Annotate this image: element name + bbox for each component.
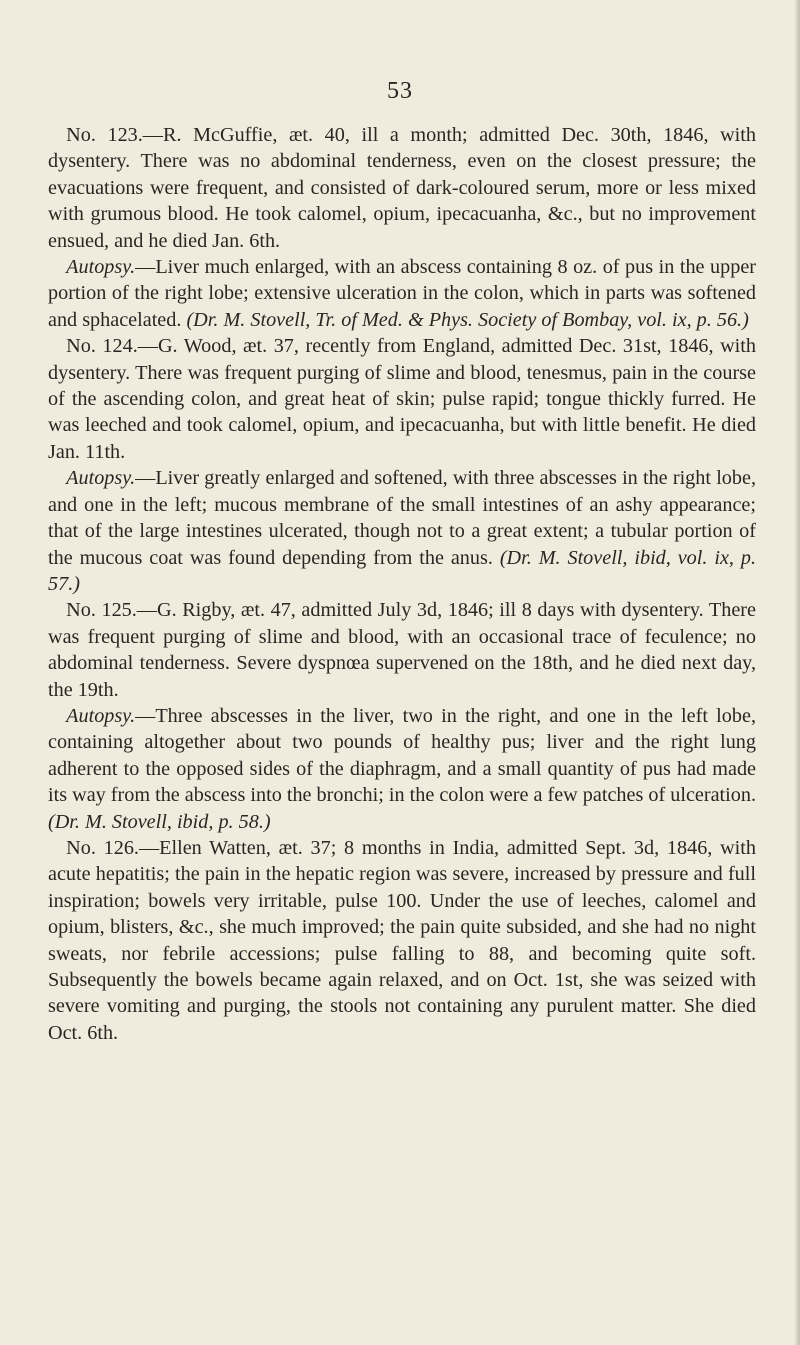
case-125-autopsy	[48, 703, 756, 835]
case-124-autopsy	[48, 465, 756, 597]
autopsy-label: Autopsy.	[66, 256, 136, 279]
case-125	[48, 597, 756, 703]
case-124	[48, 333, 756, 465]
autopsy-text: —Liver much enlarged, with an abscess containing 8 oz. of pus in the upper portion of the right lobe; extensive ulceration in the colon, which in parts was softened and sphacelated.	[48, 256, 756, 331]
case-123-autopsy	[48, 254, 756, 333]
citation: (Dr. M. Stovell, Tr. of Med. & Phys. Society of Bombay, vol. ix, p. 56.)	[186, 308, 749, 331]
page-edge-shadow	[794, 0, 800, 1345]
autopsy-text: —Three abscesses in the liver, two in the right, and one in the left lobe, containing altogether about two pounds of healthy pus; liver and the right lung adherent to the opposed sides of the diaphragm, and a small quantity of pus had made its way from the abscess into the bronchi; in the colon were a few patches of ulceration.	[48, 704, 757, 807]
page-body	[48, 122, 756, 1046]
autopsy-label: Autopsy.	[66, 467, 136, 490]
case-125-text: No. 125.—G. Rigby, æt. 47, admitted July 3d, 1846; ill 8 days with dysentery. There was frequent purging of slime and blood, with an occasional trace of feculence; no abdominal tenderness. Severe dyspnœa supervened on the 18th, and he died next day, the 19th.	[48, 599, 756, 701]
autopsy-label: Autopsy.	[66, 704, 136, 727]
page-number: 53	[387, 78, 413, 104]
case-126-text: No. 126.—Ellen Watten, æt. 37; 8 months in India, admitted Sept. 3d, 1846, with acute hepatitis; the pain in the hepatic region was severe, increased by pressure and full inspiration; bowels very irritable, pulse 100. Under the use of leeches, calomel and opium, blisters, &c., she much improved; the pain quite subsided, and she had no night sweats, nor febrile accessions; pulse falling to 88, and becoming quite soft. Subsequently the bowels became again relaxed, and on Oct. 1st, she was seized with severe vomiting and purging, the stools not containing any purulent matter. She died Oct. 6th.	[48, 836, 756, 1044]
case-126	[48, 835, 756, 1046]
citation: (Dr. M. Stovell, ibid, p. 58.)	[48, 810, 271, 833]
case-123-text: No. 123.—R. McGuffie, æt. 40, ill a month; admitted Dec. 30th, 1846, with dysentery. There was no abdominal tenderness, even on the closest pressure; the evacuations were frequent, and consisted of dark-coloured serum, more or less mixed with grumous blood. He took calomel, opium, ipecacuanha, &c., but no improvement ensued, and he died Jan. 6th.	[48, 124, 756, 252]
citation: (Dr. M. Stovell, ibid, vol. ix, p. 57.)	[48, 546, 757, 595]
case-124-text: No. 124.—G. Wood, æt. 37, recently from England, admitted Dec. 31st, 1846, with dysentery. There was frequent purging of slime and blood, tenesmus, pain in the course of the ascending colon, and great heat of skin; pulse rapid; tongue thickly furred. He was leeched and took calomel, opium, and ipecacuanha, but with little benefit. He died Jan. 11th.	[48, 335, 756, 463]
case-123	[48, 122, 756, 254]
autopsy-text: —Liver greatly enlarged and softened, with three abscesses in the right lobe, and one in the left; mucous membrane of the small intestines of an ashy appearance; that of the large intestines ulcerated, though not to a great extent; a tubular portion of the mucous coat was found depending from the anus.	[48, 467, 756, 569]
